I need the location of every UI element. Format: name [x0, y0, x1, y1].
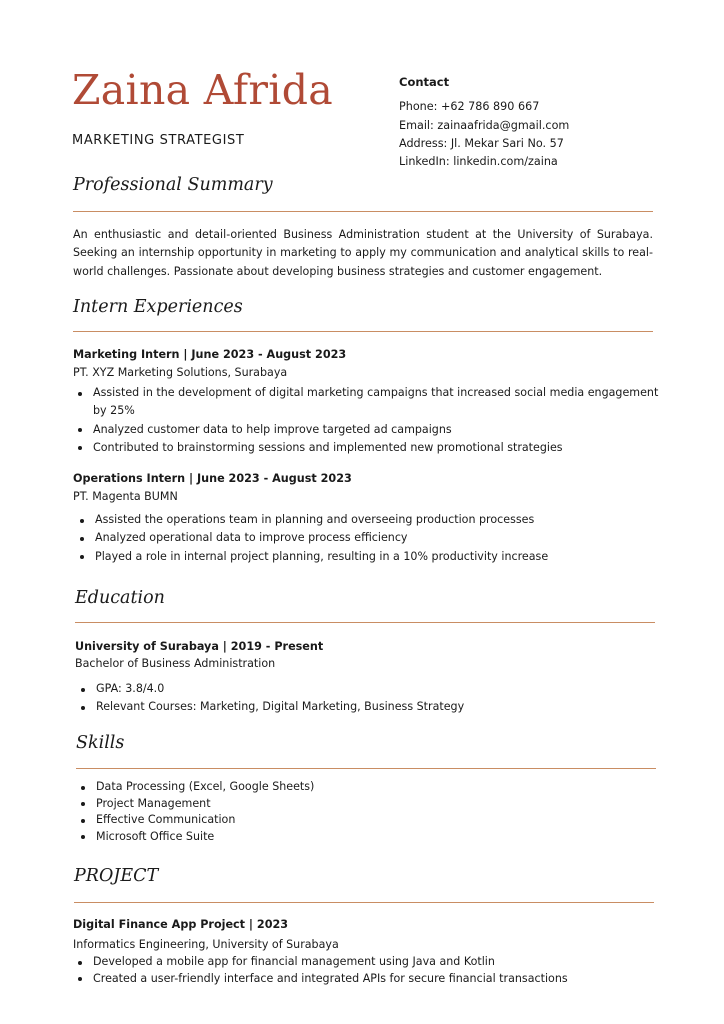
experience-1-title: Marketing Intern | June 2023 - August 2023 [73, 348, 347, 361]
skills-heading: Skills [76, 733, 125, 753]
list-item: Contributed to brainstorming sessions and implemented new promotional strategies [73, 439, 675, 457]
experience-1-bullets [73, 384, 675, 457]
candidate-role: MARKETING STRATEGIST [72, 133, 245, 148]
education-heading: Education [75, 588, 165, 608]
education-school: University of Surabaya | 2019 - Present [75, 640, 324, 653]
list-item: Analyzed operational data to improve process efficiency [75, 529, 665, 547]
list-item: Assisted the operations team in planning and overseeing production processes [75, 511, 665, 529]
experience-2-bullets [75, 511, 665, 566]
list-item: Played a role in internal project planning, resulting in a 10% productivity increase [75, 548, 665, 566]
project-name: Digital Finance App Project | 2023 [73, 918, 289, 931]
experience-heading: Intern Experiences [73, 297, 243, 317]
project-divider [74, 902, 654, 903]
project-heading: PROJECT [74, 866, 159, 886]
contact-email: Email: zainaafrida@gmail.com [399, 118, 570, 132]
list-item: Relevant Courses: Marketing, Digital Marketing, Business Strategy [76, 698, 666, 716]
summary-text: An enthusiastic and detail-oriented Business Administration student at the University of Surabaya. Seeking an internship opportunity in marketing to apply my communication and analytical skills to real-world challenges. Passionate about developing business strategies and customer engagement. [73, 228, 653, 278]
project-org: Informatics Engineering, University of Surabaya [73, 938, 339, 951]
skills-divider [76, 768, 656, 769]
contact-block [399, 73, 569, 171]
summary-divider [73, 211, 653, 212]
experience-2-title: Operations Intern | June 2023 - August 2023 [73, 472, 352, 485]
contact-linkedin: LinkedIn: linkedin.com/zaina [399, 155, 558, 169]
contact-title: Contact [399, 75, 450, 89]
education-degree: Bachelor of Business Administration [75, 657, 276, 670]
list-item: Created a user-friendly interface and integrated APIs for secure financial transactions [73, 971, 673, 988]
list-item: Assisted in the development of digital marketing campaigns that increased social media engagement by 25% [73, 384, 675, 421]
list-item: Effective Communication [76, 812, 666, 829]
summary-heading: Professional Summary [73, 175, 273, 195]
experience-1-company: PT. XYZ Marketing Solutions, Surabaya [73, 366, 288, 379]
contact-address: Address: Jl. Mekar Sari No. 57 [399, 136, 564, 150]
list-item: Microsoft Office Suite [76, 829, 666, 846]
experience-divider [73, 331, 653, 332]
candidate-name: Zaina Afrida [72, 66, 333, 114]
skills-list [76, 779, 666, 845]
education-bullets [76, 680, 666, 717]
education-divider [75, 622, 655, 623]
experience-2-company: PT. Magenta BUMN [73, 490, 178, 503]
list-item: Analyzed customer data to help improve targeted ad campaigns [73, 421, 675, 439]
list-item: Project Management [76, 796, 666, 813]
contact-phone: Phone: +62 786 890 667 [399, 100, 540, 114]
project-bullets [73, 954, 673, 987]
list-item: GPA: 3.8/4.0 [76, 680, 666, 698]
list-item: Developed a mobile app for financial management using Java and Kotlin [73, 954, 673, 971]
list-item: Data Processing (Excel, Google Sheets) [76, 779, 666, 796]
